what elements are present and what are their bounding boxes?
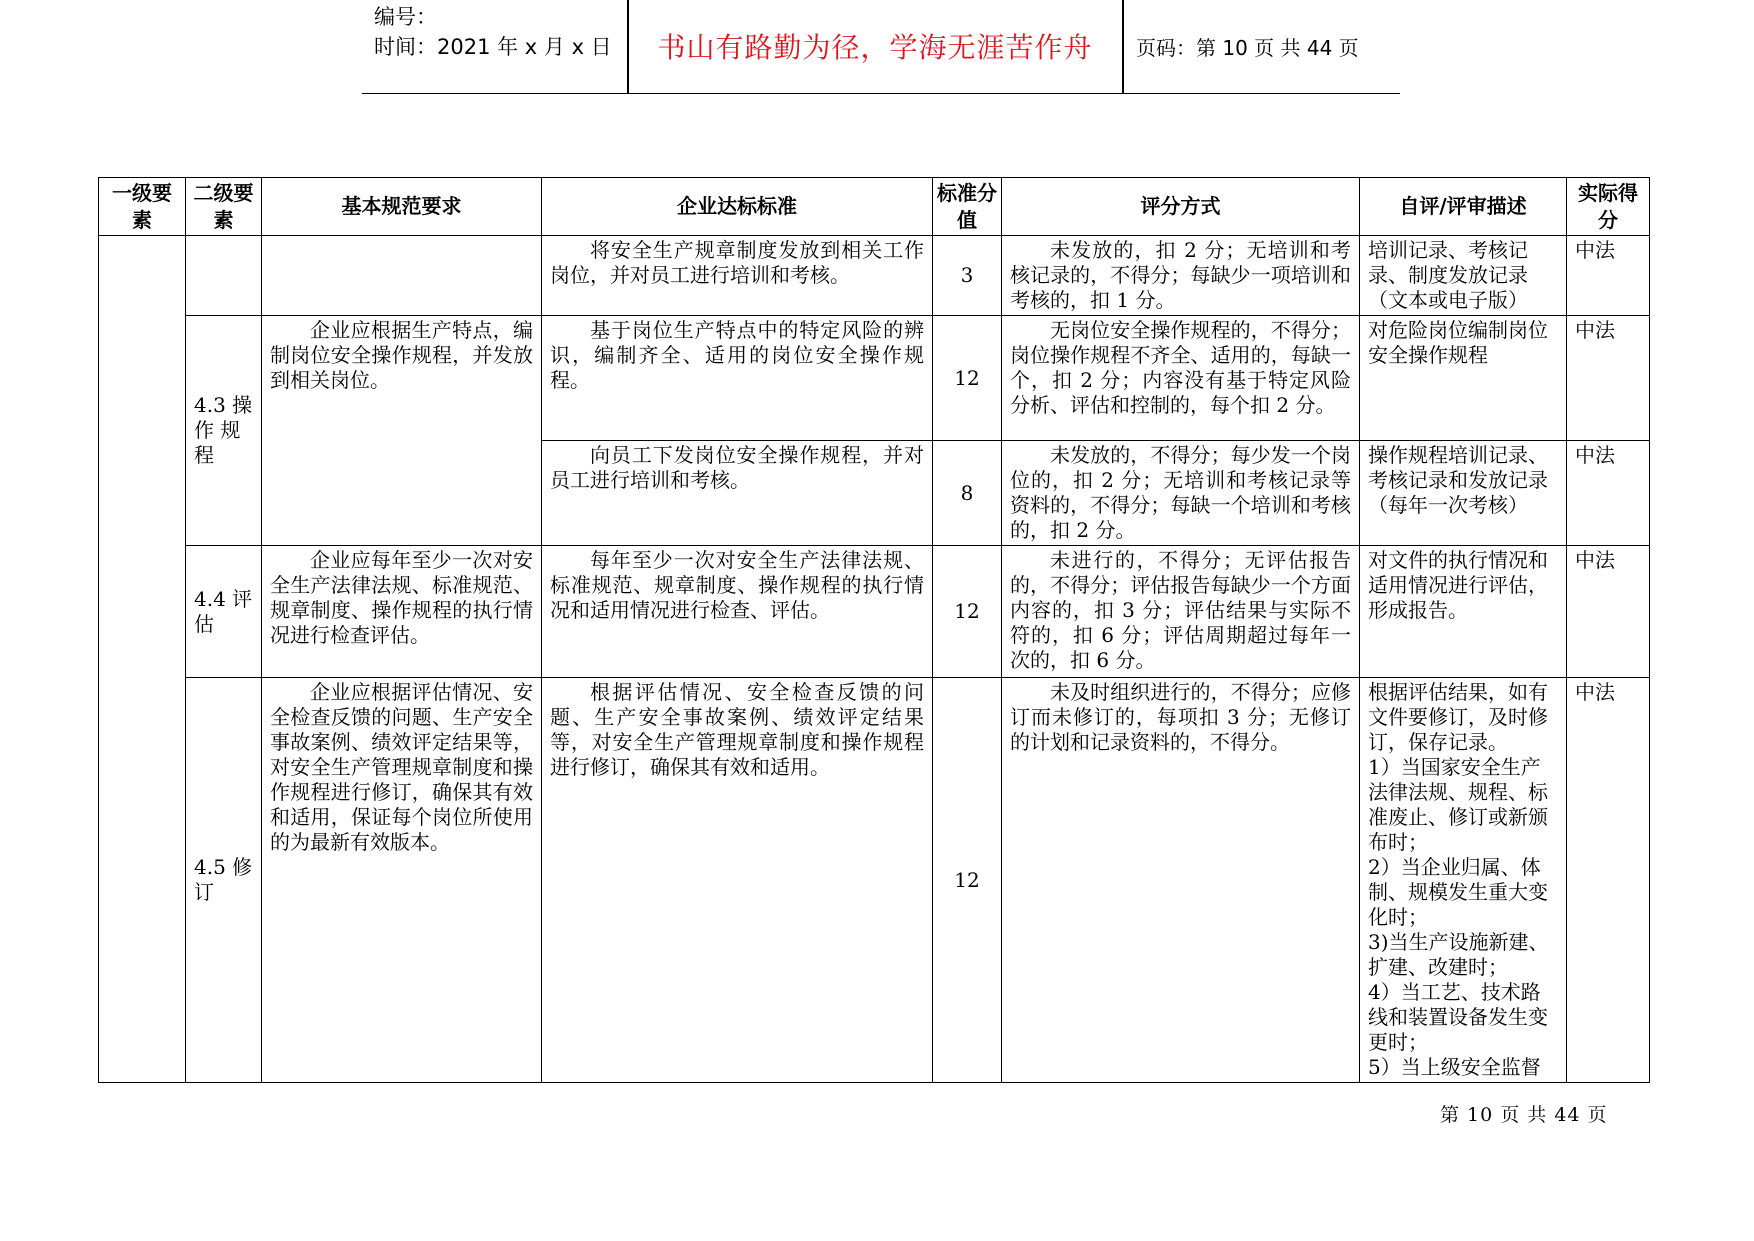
column-header: 实际得分 [1567,178,1650,236]
scoring-method-cell: 未及时组织进行的，不得分；应修订而未修订的，每项扣 3 分；无修订的计划和记录资料的，不得分。 [1002,678,1360,1083]
level2-element-cell: 4.5 修订 [186,678,262,1083]
basic-requirement-cell [262,236,542,316]
header-motto: 书山有路勤为径，学海无涯苦作舟 [657,31,1093,64]
column-header: 评分方式 [1002,178,1360,236]
enterprise-standard-cell: 基于岗位生产特点中的特定风险的辨识，编制齐全、适用的岗位安全操作规程。 [542,316,933,441]
review-description-line: 4）当工艺、技术路线和装置设备发生变更时； [1368,980,1548,1054]
table-row [99,316,1650,441]
standard-score-cell: 3 [933,236,1002,316]
review-description-cell [1360,678,1567,1083]
review-description-line: 5）当上级安全监督 [1368,1055,1541,1079]
page-header [362,0,1400,94]
review-description-cell: 对危险岗位编制岗位安全操作规程 [1360,316,1567,441]
basic-requirement-cell: 企业应根据生产特点，编制岗位安全操作规程，并发放到相关岗位。 [262,316,542,546]
enterprise-standard-cell: 将安全生产规章制度发放到相关工作岗位，并对员工进行培训和考核。 [542,236,933,316]
review-description-cell: 操作规程培训记录、考核记录和发放记录（每年一次考核） [1360,441,1567,546]
column-header: 一级要素 [99,178,186,236]
basic-requirement-cell: 企业应每年至少一次对安全生产法律法规、标准规范、规章制度、操作规程的执行情况进行检查评估。 [262,546,542,678]
review-description-cell: 对文件的执行情况和适用情况进行评估，形成报告。 [1360,546,1567,678]
scoring-method-cell: 无岗位安全操作规程的，不得分；岗位操作规程不齐全、适用的，每缺一个，扣 2 分；内容没有基于特定风险分析、评估和控制的，每个扣 2 分。 [1002,316,1360,441]
column-header: 二级要素 [186,178,262,236]
column-header: 标准分值 [933,178,1002,236]
scoring-method-cell: 未发放的，扣 2 分；无培训和考核记录的，不得分；每缺少一项培训和考核的，扣 1 分。 [1002,236,1360,316]
header-meta [374,2,629,62]
header-page-number: 页码：第 10 页 共 44 页 [1136,36,1359,60]
header-divider [627,0,629,93]
standard-score-cell: 12 [933,316,1002,441]
document-number-label: 编号： [374,5,437,29]
enterprise-standard-cell: 根据评估情况、安全检查反馈的问题、生产安全事故案例、绩效评定结果等，对安全生产管理规章制度和操作规程进行修订，确保其有效和适用。 [542,678,933,1083]
table-row [99,678,1650,1083]
level1-element-cell [99,236,186,1083]
review-description-line: 3)当生产设施新建、扩建、改建时； [1368,930,1549,979]
enterprise-standard-cell: 每年至少一次对安全生产法律法规、标准规范、规章制度、操作规程的执行情况和适用情况进行检查、评估。 [542,546,933,678]
level2-element-cell: 4.3 操作 规程 [186,316,262,546]
actual-score-cell: 中法 [1567,441,1650,546]
document-time-label: 时间：2021 年 x 月 x 日 [374,35,612,59]
review-description-line: 根据评估结果，如有文件要修订，及时修订，保存记录。 [1368,680,1548,754]
page-footer: 第 10 页 共 44 页 [1440,1104,1608,1126]
standard-score-cell: 12 [933,678,1002,1083]
header-divider [1122,0,1124,93]
scoring-method-cell: 未进行的，不得分；无评估报告的，不得分；评估报告每缺少一个方面内容的，扣 3 分；评估结果与实际不符的，扣 6 分；评估周期超过每年一次的，扣 6 分。 [1002,546,1360,678]
review-description-cell: 培训记录、考核记录、制度发放记录（文本或电子版） [1360,236,1567,316]
column-header: 企业达标标准 [542,178,933,236]
actual-score-cell: 中法 [1567,236,1650,316]
standard-score-cell: 12 [933,546,1002,678]
scoring-method-cell: 未发放的，不得分；每少发一个岗位的，扣 2 分；无培训和考核记录等资料的，不得分；每缺一个培训和考核的，扣 2 分。 [1002,441,1360,546]
enterprise-standard-cell: 向员工下发岗位安全操作规程，并对员工进行培训和考核。 [542,441,933,546]
table-row [99,546,1650,678]
actual-score-cell: 中法 [1567,316,1650,441]
review-description-line: 2）当企业归属、体制、规模发生重大变化时； [1368,855,1548,929]
column-header: 基本规范要求 [262,178,542,236]
column-header: 自评/评审描述 [1360,178,1567,236]
basic-requirement-cell: 企业应根据评估情况、安全检查反馈的问题、生产安全事故案例、绩效评定结果等，对安全生产管理规章制度和操作规程进行修订，确保其有效和适用，保证每个岗位所使用的为最新有效版本。 [262,678,542,1083]
standard-score-cell: 8 [933,441,1002,546]
table-header-row [99,178,1650,236]
level2-element-cell: 4.4 评估 [186,546,262,678]
review-description-line: 1）当国家安全生产法律法规、规程、标准废止、修订或新颁布时； [1368,755,1548,854]
actual-score-cell: 中法 [1567,546,1650,678]
standard-table [98,177,1650,1083]
actual-score-cell: 中法 [1567,678,1650,1083]
level2-element-cell [186,236,262,316]
table-row [99,236,1650,316]
